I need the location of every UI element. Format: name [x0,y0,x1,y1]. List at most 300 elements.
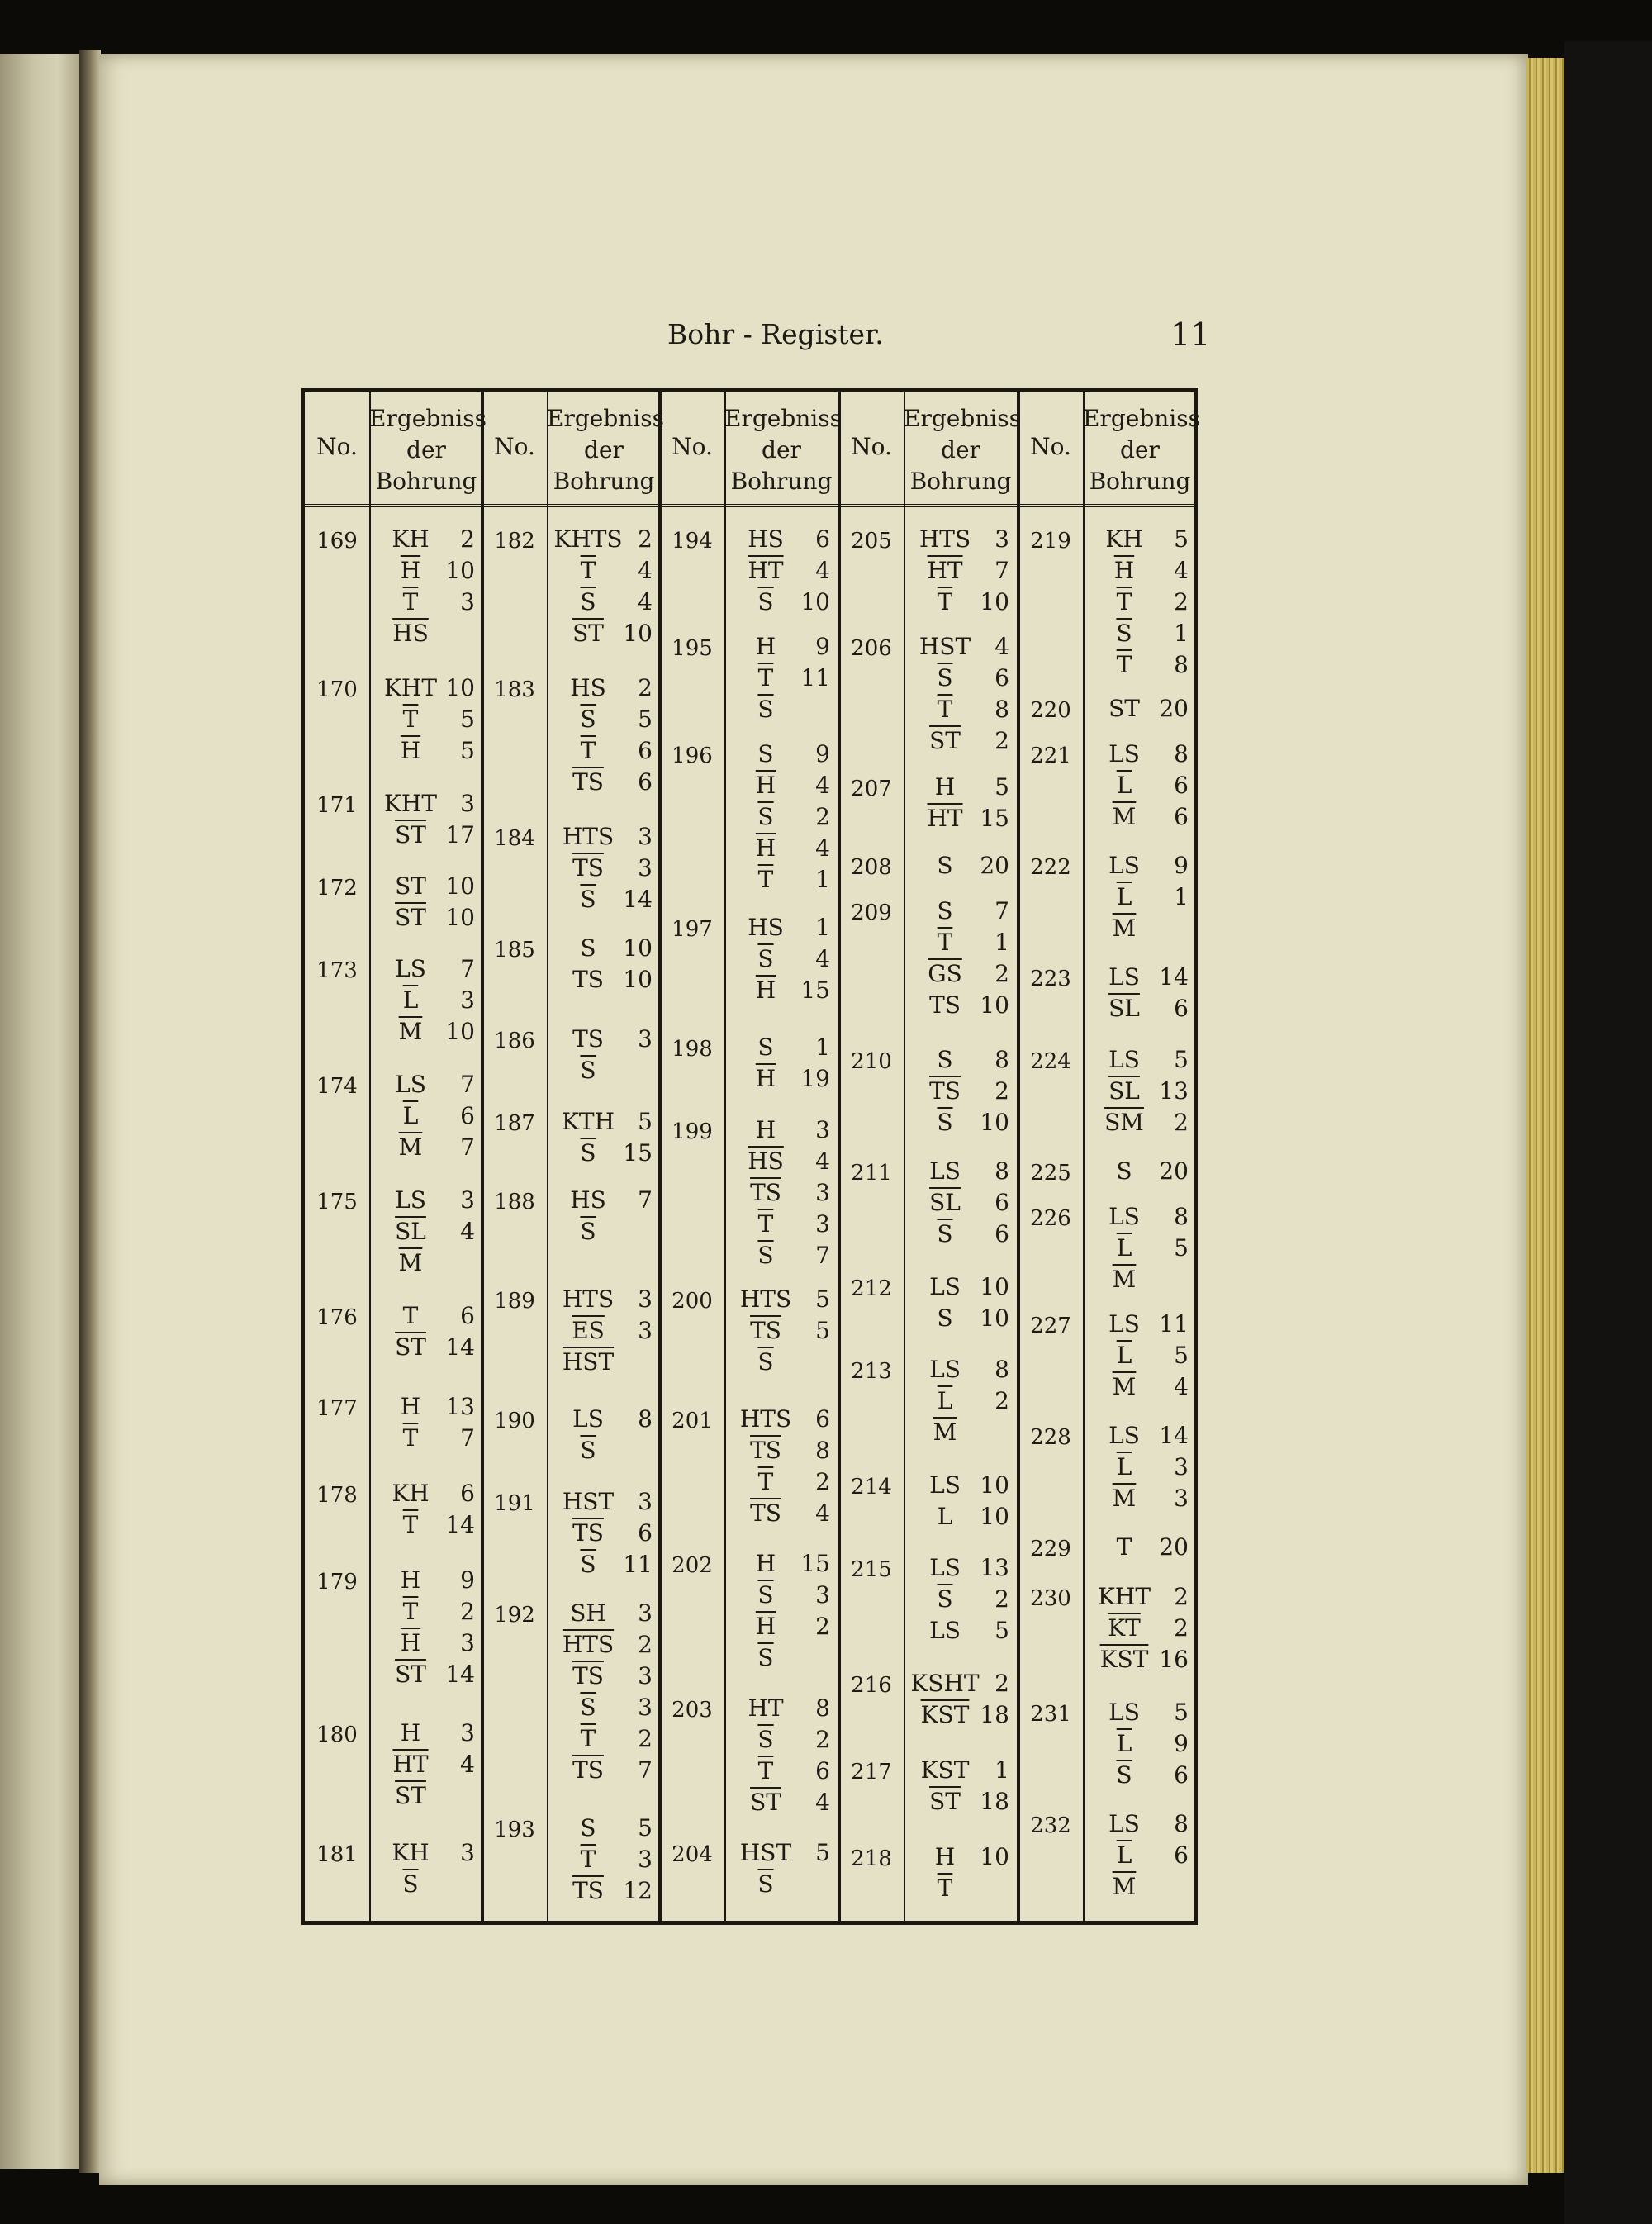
layer-depth: 14 [445,1511,475,1538]
boring-number: 220 [1030,698,1071,723]
soil-code: H [755,633,776,660]
layer-depth: 10 [980,1503,1009,1530]
layer-entry [731,555,833,587]
layer-entry [910,1584,1013,1615]
soil-code: $\overline{L}$ [1116,772,1132,799]
soil-code: LS [395,955,426,982]
layer-depth: 13 [1159,1077,1189,1105]
soil-code: TS [572,1025,604,1053]
boring-number: 225 [1030,1161,1071,1186]
layer-entry [553,853,656,884]
layer-depth: 14 [445,1333,475,1361]
layer-depth: 7 [460,1424,475,1452]
boring-number: 214 [851,1475,892,1499]
layer-entry [910,1385,1013,1417]
header-result [369,403,487,497]
boring-number: 188 [494,1190,535,1214]
header-result [724,403,842,497]
soil-code: $\overline{H}$ [400,737,421,764]
soil-code: HST [919,633,971,660]
layer-entry [731,739,833,770]
layer-entry [376,820,478,851]
layer-depth: 4 [815,1499,830,1527]
layer-entry [553,1024,656,1055]
layer-depth: 15 [623,1139,653,1167]
soil-code: $\overline{S}$ [937,1220,953,1247]
layer-entry [376,1423,478,1454]
soil-code: HS [748,914,784,941]
soil-code: HS [570,674,606,701]
soil-code: $\overline{ST}$ [395,904,426,931]
layer-entry [731,1284,833,1315]
layer-depth: 2 [995,1387,1009,1414]
layer-depth: 10 [623,966,653,993]
layer-depth: 2 [638,525,653,553]
soil-code: $\overline{TS}$ [572,768,604,796]
layer-depth: 6 [815,525,830,553]
layer-depth: 9 [815,633,830,660]
soil-code: H [755,1550,776,1577]
layer-entry [1089,1076,1192,1107]
layer-entry [910,1303,1013,1334]
soil-code: $\overline{KST}$ [1099,1646,1149,1673]
layer-depth: 1 [1174,883,1189,910]
soil-code: $\overline{ST}$ [572,620,604,647]
soil-code: LS [929,1273,961,1300]
layer-depth: 5 [995,773,1009,801]
layer-entry [1089,1340,1192,1371]
soil-code: $\overline{T}$ [757,664,774,691]
layer-entry [731,975,833,1006]
layer-depth: 3 [638,1694,653,1721]
layer-depth: 19 [800,1065,830,1092]
layer-entry [376,1216,478,1247]
layer-entry [731,1611,833,1642]
layer-depth: 2 [1174,1583,1189,1610]
layer-depth: 6 [460,1102,475,1129]
layer-entry [731,1837,833,1869]
header-result-word: Ergebniss [547,405,664,432]
soil-code: $\overline{S}$ [580,1551,596,1578]
soil-code: $\overline{TS}$ [572,1662,604,1689]
layer-entry [1089,1233,1192,1264]
layer-depth: 6 [1174,1761,1189,1789]
boring-number: 223 [1030,967,1071,991]
layer-entry [731,833,833,864]
soil-code: $\overline{S}$ [937,1585,953,1613]
layer-depth: 13 [980,1554,1009,1581]
layer-depth: 7 [815,1242,830,1269]
soil-code: HST [739,1839,792,1866]
boring-number: 201 [672,1409,713,1433]
soil-code: $\overline{M}$ [398,1249,423,1276]
soil-code: $\overline{HT}$ [927,805,963,832]
layer-entry [1089,1644,1192,1675]
boring-number: 212 [851,1276,892,1301]
layer-entry [1089,1044,1192,1076]
soil-code: $\overline{S}$ [402,1870,419,1898]
soil-code: TS [572,966,604,993]
boring-number: 194 [672,529,713,554]
layer-entry [1089,524,1192,555]
soil-code: LS [1108,740,1140,767]
soil-code: ST [395,872,426,900]
soil-code: KH [1105,525,1143,553]
soil-code: $\overline{HTS}$ [562,1631,615,1658]
layer-entry [910,958,1013,990]
soil-code: $\overline{M}$ [1112,1266,1137,1293]
layer-depth: 10 [980,991,1009,1019]
layer-entry [731,1498,833,1529]
soil-code: $\overline{T}$ [937,1875,953,1902]
boring-number: 192 [494,1603,535,1628]
layer-entry [1089,1107,1192,1138]
boring-number: 231 [1030,1702,1071,1727]
layer-depth: 10 [980,1471,1009,1499]
soil-code: H [934,1843,956,1870]
layer-entry [1089,913,1192,944]
layer-entry [376,985,478,1016]
layer-entry [1089,850,1192,882]
layer-entry [1089,801,1192,833]
soil-code: $\overline{HS}$ [748,1148,784,1175]
layer-depth: 8 [995,1157,1009,1185]
layer-depth: 6 [995,1220,1009,1247]
layer-entry [376,1628,478,1659]
layer-depth: 12 [623,1877,653,1904]
layer-entry [910,663,1013,694]
layer-depth: 9 [1174,1730,1189,1757]
layer-depth: 10 [800,588,830,615]
layer-entry [376,902,478,934]
layer-depth: 5 [1174,1046,1189,1073]
header-result-word: Ergebniss [904,405,1021,432]
layer-entry [910,694,1013,725]
soil-code: $\overline{L}$ [1116,1342,1132,1369]
header-result-word: der [584,436,624,463]
layer-depth: 14 [1159,963,1189,991]
soil-code: KH [392,1839,430,1866]
soil-code: $\overline{HST}$ [562,1348,615,1376]
soil-code: $\overline{HT}$ [748,557,784,584]
boring-number: 221 [1030,744,1071,768]
layer-entry [1089,693,1192,725]
soil-code: $\overline{KST}$ [920,1701,970,1728]
layer-depth: 7 [460,1133,475,1161]
layer-depth: 5 [638,706,653,733]
layer-entry [553,672,656,704]
header-no: No. [1030,433,1071,460]
layer-depth: 3 [460,1186,475,1214]
layer-depth: 7 [460,1071,475,1098]
layer-depth: 3 [460,1839,475,1866]
soil-code: LS [1108,1203,1140,1230]
layer-depth: 3 [638,1599,653,1627]
layer-entry [731,943,833,975]
layer-depth: 3 [460,986,475,1014]
layer-entry [1089,1532,1192,1563]
boring-number: 176 [316,1305,358,1330]
boring-number: 198 [672,1037,713,1062]
boring-number: 204 [672,1842,713,1867]
layer-depth: 2 [1174,1109,1189,1136]
soil-code: $\overline{T}$ [402,1424,419,1452]
layer-entry [731,912,833,943]
layer-depth: 5 [1174,1699,1189,1726]
soil-code: $\overline{TS}$ [750,1499,781,1527]
layer-depth: 3 [460,1629,475,1656]
layer-entry [731,631,833,663]
layer-entry [731,1209,833,1240]
layer-entry [553,1723,656,1755]
layer-entry [1089,555,1192,587]
layer-depth: 3 [815,1116,830,1143]
layer-entry [731,694,833,725]
soil-code: $\overline{M}$ [1112,1373,1137,1400]
layer-entry [910,1156,1013,1187]
header-result [904,403,1021,497]
layer-entry [1089,1808,1192,1840]
layer-depth: 3 [460,588,475,615]
soil-code: HTS [919,525,971,553]
layer-entry [1089,770,1192,801]
layer-entry [1089,1371,1192,1403]
soil-code: $\overline{ES}$ [572,1317,605,1344]
layer-depth: 1 [815,914,830,941]
layer-entry [1089,1264,1192,1295]
layer-entry [553,587,656,618]
boring-number: 197 [672,917,713,942]
layer-entry [553,1661,656,1692]
layer-depth: 2 [638,1725,653,1752]
layer-depth: 5 [1174,1342,1189,1369]
soil-code: $\overline{S}$ [1116,620,1132,647]
soil-code: $\overline{S}$ [937,664,953,691]
soil-code: $\overline{SL}$ [929,1189,961,1216]
soil-code: LS [929,1356,961,1383]
layer-depth: 10 [980,1843,1009,1870]
soil-code: $\overline{SM}$ [1104,1109,1144,1136]
soil-code: $\overline{S}$ [757,1870,774,1898]
layer-entry [731,663,833,694]
book-cover [1564,41,1652,2224]
layer-depth: 5 [995,1617,1009,1644]
soil-code: $\overline{T}$ [757,1210,774,1238]
layer-depth: 2 [995,727,1009,754]
soil-code: $\overline{L}$ [402,986,419,1014]
soil-code: LS [1108,1046,1140,1073]
layer-entry [910,1841,1013,1873]
layer-entry [376,1478,478,1509]
soil-code: $\overline{HT}$ [392,1751,429,1778]
layer-depth: 5 [1174,1234,1189,1262]
layer-entry [376,1718,478,1749]
soil-code: $\overline{S}$ [580,1694,596,1721]
layer-entry [553,618,656,649]
layer-entry [553,1315,656,1347]
layer-entry [1089,1581,1192,1613]
layer-entry [376,1749,478,1780]
layer-entry [376,1509,478,1541]
soil-code: $\overline{T}$ [757,866,774,893]
layer-depth: 3 [460,1719,475,1746]
layer-entry [553,704,656,735]
boring-number: 185 [494,938,535,962]
boring-number: 206 [851,636,892,661]
layer-entry [910,850,1013,882]
layer-depth: 3 [638,823,653,850]
layer-entry [910,1615,1013,1647]
layer-entry [376,1869,478,1900]
soil-code: $\overline{TS}$ [572,1756,604,1784]
layer-entry [1089,587,1192,618]
layer-depth: 10 [445,904,475,931]
layer-entry [731,864,833,896]
layer-entry [1089,1728,1192,1760]
layer-depth: 6 [1174,1841,1189,1869]
layer-entry [1089,962,1192,993]
layer-depth: 9 [460,1566,475,1594]
layer-entry [376,1780,478,1812]
soil-code: H [755,1116,776,1143]
soil-code: $\overline{TS}$ [750,1179,781,1206]
layer-entry [910,927,1013,958]
layer-depth: 10 [445,1018,475,1045]
soil-code: H [400,1393,421,1420]
soil-code: $\overline{T}$ [757,1757,774,1784]
layer-entry [553,1813,656,1844]
soil-code: $\overline{M}$ [398,1018,423,1045]
layer-entry [731,1642,833,1674]
boring-number: 178 [316,1483,358,1508]
soil-code: $\overline{S}$ [580,1139,596,1167]
layer-depth: 10 [623,934,653,962]
soil-code: $\overline{T}$ [402,1598,419,1625]
boring-number: 208 [851,855,892,880]
layer-entry [910,587,1013,618]
layer-entry [1089,1483,1192,1514]
layer-depth: 6 [638,768,653,796]
layer-depth: 4 [815,772,830,799]
soil-code: S [580,1814,596,1841]
running-head: Bohr - Register. [667,318,884,350]
layer-entry [910,1354,1013,1385]
layer-entry [910,990,1013,1021]
layer-entry [910,1187,1013,1219]
layer-entry [1089,1201,1192,1233]
layer-depth: 4 [638,588,653,615]
layer-entry [553,884,656,915]
layer-entry [1089,1760,1192,1791]
soil-code: $\overline{TS}$ [750,1437,781,1464]
layer-entry [553,1138,656,1169]
layer-entry [553,821,656,853]
layer-entry [376,1132,478,1163]
soil-code: SH [570,1599,606,1627]
soil-code: H [400,1566,421,1594]
soil-code: LS [1108,1310,1140,1338]
layer-entry [376,788,478,820]
soil-code: S [937,1304,953,1332]
layer-entry [376,1016,478,1048]
layer-depth: 2 [995,1670,1009,1697]
soil-code: T [402,1302,419,1329]
layer-entry [376,1300,478,1332]
layer-entry [910,1699,1013,1731]
layer-depth: 14 [623,886,653,913]
layer-entry [731,1063,833,1095]
boring-number: 195 [672,636,713,661]
layer-entry [910,1552,1013,1584]
layer-entry [910,772,1013,803]
soil-code: KHTS [553,525,623,553]
soil-code: $\overline{S}$ [757,1581,774,1609]
book-gutter [79,50,101,2173]
boring-number: 219 [1030,529,1071,554]
soil-code: $\overline{L}$ [1116,1234,1132,1262]
header-no: No. [494,433,535,460]
soil-code: HS [748,525,784,553]
layer-depth: 2 [460,525,475,553]
layer-depth: 7 [638,1186,653,1214]
boring-number: 230 [1030,1586,1071,1611]
layer-entry [731,770,833,801]
soil-code: S [937,897,953,924]
layer-depth: 9 [815,740,830,767]
layer-depth: 2 [995,960,1009,987]
soil-code: $\overline{S}$ [580,886,596,913]
layer-entry [553,1347,656,1378]
boring-number: 191 [494,1491,535,1516]
layer-depth: 11 [1159,1310,1189,1338]
soil-code: LS [395,1071,426,1098]
layer-entry [553,1435,656,1466]
layer-entry [376,672,478,704]
layer-depth: 3 [1174,1453,1189,1480]
header-result-word: Bohrung [909,468,1012,495]
layer-entry [1089,993,1192,1024]
layer-entry [1089,1309,1192,1340]
column-group-rule [481,392,484,1921]
page-edges [1526,58,1564,2173]
layer-entry [1089,739,1192,770]
layer-entry [731,1787,833,1818]
soil-code: $\overline{ST}$ [395,1782,426,1809]
layer-depth: 20 [1159,1533,1189,1561]
layer-depth: 4 [815,1789,830,1816]
soil-code: $\overline{S}$ [757,696,774,723]
soil-code: $\overline{T}$ [1116,588,1132,615]
boring-number: 186 [494,1029,535,1053]
boring-number: 177 [316,1396,358,1421]
soil-code: LS [395,1186,426,1214]
boring-number: 200 [672,1289,713,1314]
soil-code: HS [570,1186,606,1214]
layer-entry [376,1391,478,1423]
header-rule [305,504,1194,507]
soil-code: S [937,852,953,879]
soil-code: $\overline{GS}$ [928,960,962,987]
layer-entry [553,1284,656,1315]
layer-entry [1089,618,1192,649]
layer-depth: 1 [815,1034,830,1061]
layer-depth: 6 [995,1189,1009,1216]
soil-code: $\overline{T}$ [937,588,953,615]
soil-code: $\overline{HS}$ [392,620,429,647]
layer-depth: 3 [995,525,1009,553]
soil-code: $\overline{TS}$ [572,1519,604,1547]
boring-number: 180 [316,1723,358,1747]
